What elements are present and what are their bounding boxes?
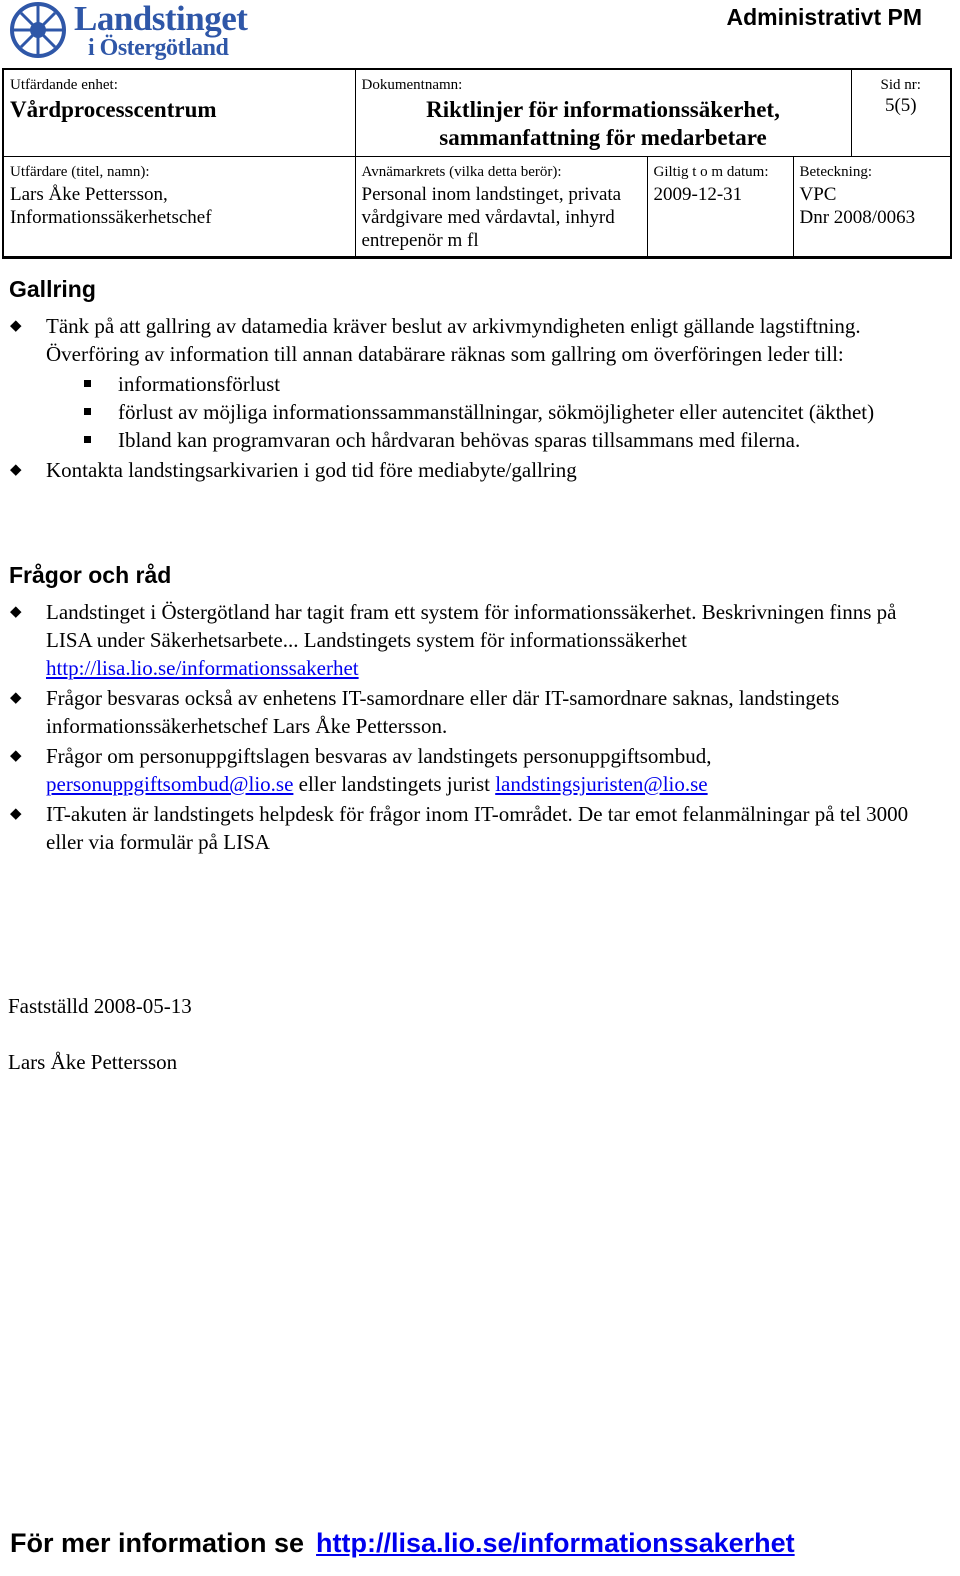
list-item [8, 684, 938, 740]
document-header-table [2, 68, 952, 259]
fragor-item4-text: IT-akuten är landstingets helpdesk för frågor inom IT-området. De tar emot felanmälningar på tel 3000 eller via formulär på LISA [46, 802, 909, 854]
diamond-bullet-icon: ◆ [10, 462, 22, 478]
square-bullet-icon [84, 380, 91, 387]
signature-name: Lars Åke Pettersson [8, 1050, 178, 1074]
fragor-item3-mid: eller landstingets jurist [293, 772, 496, 796]
square-bullet-icon [84, 436, 91, 443]
sub-list-item [8, 398, 938, 426]
issuing-unit-cell [3, 69, 355, 157]
document-name-label: Dokumentnamn: [361, 77, 463, 93]
established-date: Fastställd 2008-05-13 [8, 994, 192, 1018]
bottom-info-link[interactable]: http://lisa.lio.se/informationssakerhet [316, 1528, 795, 1558]
document-name-line2: sammanfattning för medarbetare [439, 125, 767, 150]
page-number-label: Sid nr: [880, 77, 921, 93]
issuer-cell [3, 157, 355, 258]
lisa-link[interactable]: http://lisa.lio.se/informationssakerhet [46, 656, 359, 680]
diamond-bullet-icon: ◆ [10, 690, 22, 706]
issuer-label: Utfärdare (titel, namn): [10, 164, 150, 180]
section-heading-fragor: Frågor och råd [9, 562, 172, 588]
fragor-item1-text: Landstinget i Östergötland har tagit fram ett system för informationssäkerhet. Beskrivningen finns på LISA under Säkerhetsarbete... Landstingets system för informationssäkerhet [46, 600, 897, 652]
section-heading-gallring: Gallring [9, 276, 96, 302]
gallring-sub1-text: informationsförlust [118, 372, 281, 396]
valid-until-cell [647, 157, 793, 258]
reference-cell [793, 157, 951, 258]
page-number: 5(5) [884, 95, 917, 116]
issuer-line1: Lars Åke Pettersson, [10, 184, 168, 205]
personuppgiftsombud-email-link[interactable]: personuppgiftsombud@lio.se [46, 772, 294, 796]
audience-cell [355, 157, 647, 258]
fragor-item2-text: Frågor besvaras också av enhetens IT-samordnare eller där IT-samordnare saknas, landstingets informationssäkerhetschef Lars Åke Pettersson. [46, 686, 840, 738]
document-name-cell [355, 69, 851, 157]
list-item [8, 312, 938, 368]
diamond-bullet-icon: ◆ [10, 318, 22, 334]
reference-label: Beteckning: [799, 164, 872, 180]
gallring-item1-text: Tänk på att gallring av datamedia kräver beslut av arkivmyndigheten enligt gällande lagstiftning. Överföring av information till annan databärare räknas som gallring om överföringen leder till: [46, 314, 861, 366]
bottom-info-text: För mer information se [10, 1528, 305, 1558]
diamond-bullet-icon: ◆ [10, 604, 22, 620]
gallring-sub2-text: förlust av möjliga informationssammanställningar, sökmöjligheter eller autencitet (äkthet) [118, 400, 875, 424]
square-bullet-icon [84, 408, 91, 415]
landstingsjurist-email-link[interactable]: landstingsjuristen@lio.se [495, 772, 708, 796]
document-name-line1: Riktlinjer för informationssäkerhet, [426, 97, 780, 122]
list-item [8, 598, 938, 682]
audience-line2: vårdgivare med vårdavtal, inhyrd [361, 207, 615, 228]
audience-line1: Personal inom landstinget, privata [361, 184, 622, 205]
sub-list-item [8, 426, 938, 454]
list-item [8, 456, 938, 484]
page-number-cell [851, 69, 951, 157]
gallring-sub3-text: Ibland kan programvaran och hårdvaran behövas sparas tillsammans med filerna. [118, 428, 801, 452]
diamond-bullet-icon: ◆ [10, 748, 22, 764]
section-gallring [8, 312, 938, 486]
section-fragor [8, 598, 938, 858]
issuing-unit-label: Utfärdande enhet: [10, 77, 118, 93]
document-type: Administrativt PM [726, 4, 922, 30]
bottom-info-bar [10, 1528, 795, 1559]
reference-line2: Dnr 2008/0063 [799, 207, 916, 228]
sub-list-item [8, 370, 938, 398]
logo-text-line2: i Östergötland [88, 35, 229, 61]
issuer-line2: Informationssäkerhetschef [10, 207, 212, 228]
valid-until-date: 2009-12-31 [653, 184, 743, 205]
reference-line1: VPC [799, 184, 837, 205]
valid-until-label: Giltig t o m datum: [653, 164, 769, 180]
audience-label: Avnämarkrets (vilka detta berör): [361, 164, 562, 180]
logo [8, 0, 268, 64]
list-item [8, 800, 938, 856]
logo-text-line1: Landstinget [74, 0, 248, 38]
fragor-item3-text: Frågor om personuppgiftslagen besvaras av landstingets personuppgiftsombud, [46, 744, 712, 768]
gallring-item2-text: Kontakta landstingsarkivarien i god tid före mediabyte/gallring [46, 458, 577, 482]
diamond-bullet-icon: ◆ [10, 806, 22, 822]
list-item [8, 742, 938, 798]
audience-line3: entrepenör m fl [361, 230, 479, 251]
issuing-unit: Vårdprocesscentrum [10, 97, 217, 122]
logo-emblem-icon [8, 0, 68, 60]
